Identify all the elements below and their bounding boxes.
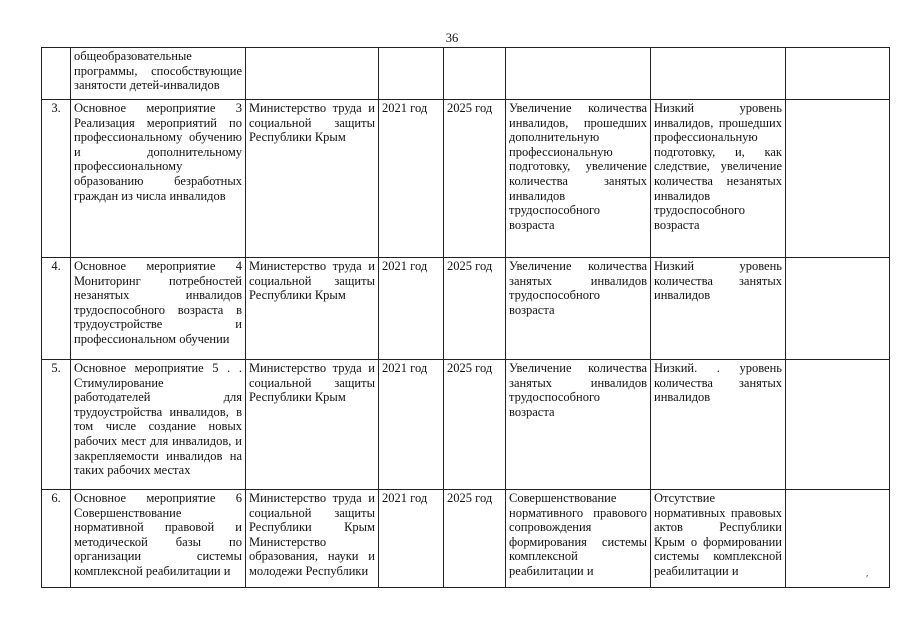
cell-consequence: Низкий уровень количества занятых инвалидов [651, 258, 786, 360]
table-row [42, 258, 890, 360]
cell-start: 2021 год [379, 100, 444, 258]
page-number: 36 [445, 31, 459, 45]
cell-measure: общеобразовательные программы, способствующие занятости детей-инвалидов [71, 48, 246, 100]
cell-note [786, 360, 890, 490]
cell-consequence [651, 48, 786, 100]
cell-executor: Министерство труда и социальной защиты Республики Крым [246, 360, 379, 490]
cell-result: Увеличение количества занятых инвалидов трудоспособного возраста [506, 360, 651, 490]
cell-end: 2025 год [444, 360, 506, 490]
cell-start: 2021 год [379, 490, 444, 588]
scan-mark: ′ [866, 573, 869, 585]
cell-result: Увеличение количества инвалидов, прошедших дополнительную профессиональную подготовку, увеличение количества занятых инвалидов трудоспособного возраста [506, 100, 651, 258]
cell-start: 2021 год [379, 258, 444, 360]
table-row [42, 490, 890, 588]
table-row [42, 100, 890, 258]
cell-num: 4. [42, 258, 71, 360]
cell-num: 5. [42, 360, 71, 490]
cell-executor: Министерство труда и социальной защиты Республики Крым Министерство образования, науки и молодежи Республики [246, 490, 379, 588]
cell-start: 2021 год [379, 360, 444, 490]
cell-result [506, 48, 651, 100]
cell-executor: Министерство труда и социальной защиты Республики Крым [246, 100, 379, 258]
cell-num: 6. [42, 490, 71, 588]
cell-measure: Основное мероприятие 3 Реализация мероприятий по профессиональному обучению и дополнительному профессиональному образованию безработных граждан из числа инвалидов [71, 100, 246, 258]
cell-measure: Основное мероприятие 4 Мониторинг потребностей незанятых инвалидов трудоспособного возраста в трудоустройстве и профессиональном обучении [71, 258, 246, 360]
cell-num [42, 48, 71, 100]
cell-measure: Основное мероприятие 6 Совершенствование нормативной правовой и методической базы по организации системы комплексной реабилитации и [71, 490, 246, 588]
measures-table [41, 47, 890, 588]
cell-result: Увеличение количества занятых инвалидов трудоспособного возраста [506, 258, 651, 360]
cell-end: 2025 год [444, 258, 506, 360]
cell-note [786, 490, 890, 588]
cell-consequence: Отсутствие нормативных правовых актов Республики Крым о формировании системы комплексной реабилитации и [651, 490, 786, 588]
cell-num: 3. [42, 100, 71, 258]
cell-executor: Министерство труда и социальной защиты Республики Крым [246, 258, 379, 360]
cell-consequence: Низкий. . уровень количества занятых инвалидов [651, 360, 786, 490]
cell-end [444, 48, 506, 100]
table-row [42, 360, 890, 490]
cell-result: Совершенствование нормативного правового сопровождения формирования системы комплексной реабилитации и [506, 490, 651, 588]
cell-note [786, 48, 890, 100]
cell-measure: Основное мероприятие 5 . . Стимулирование работодателей для трудоустройства инвалидов, в том числе создание новых рабочих мест для инвалидов, и закрепляемости инвалидов на таких рабочих местах [71, 360, 246, 490]
cell-end: 2025 год [444, 100, 506, 258]
cell-start [379, 48, 444, 100]
cell-note [786, 100, 890, 258]
table-row-continued [42, 48, 890, 100]
cell-end: 2025 год [444, 490, 506, 588]
cell-consequence: Низкий уровень инвалидов, прошедших профессиональную подготовку, и, как следствие, увеличение количества незанятых инвалидов трудоспособного возраста [651, 100, 786, 258]
cell-executor [246, 48, 379, 100]
cell-note [786, 258, 890, 360]
